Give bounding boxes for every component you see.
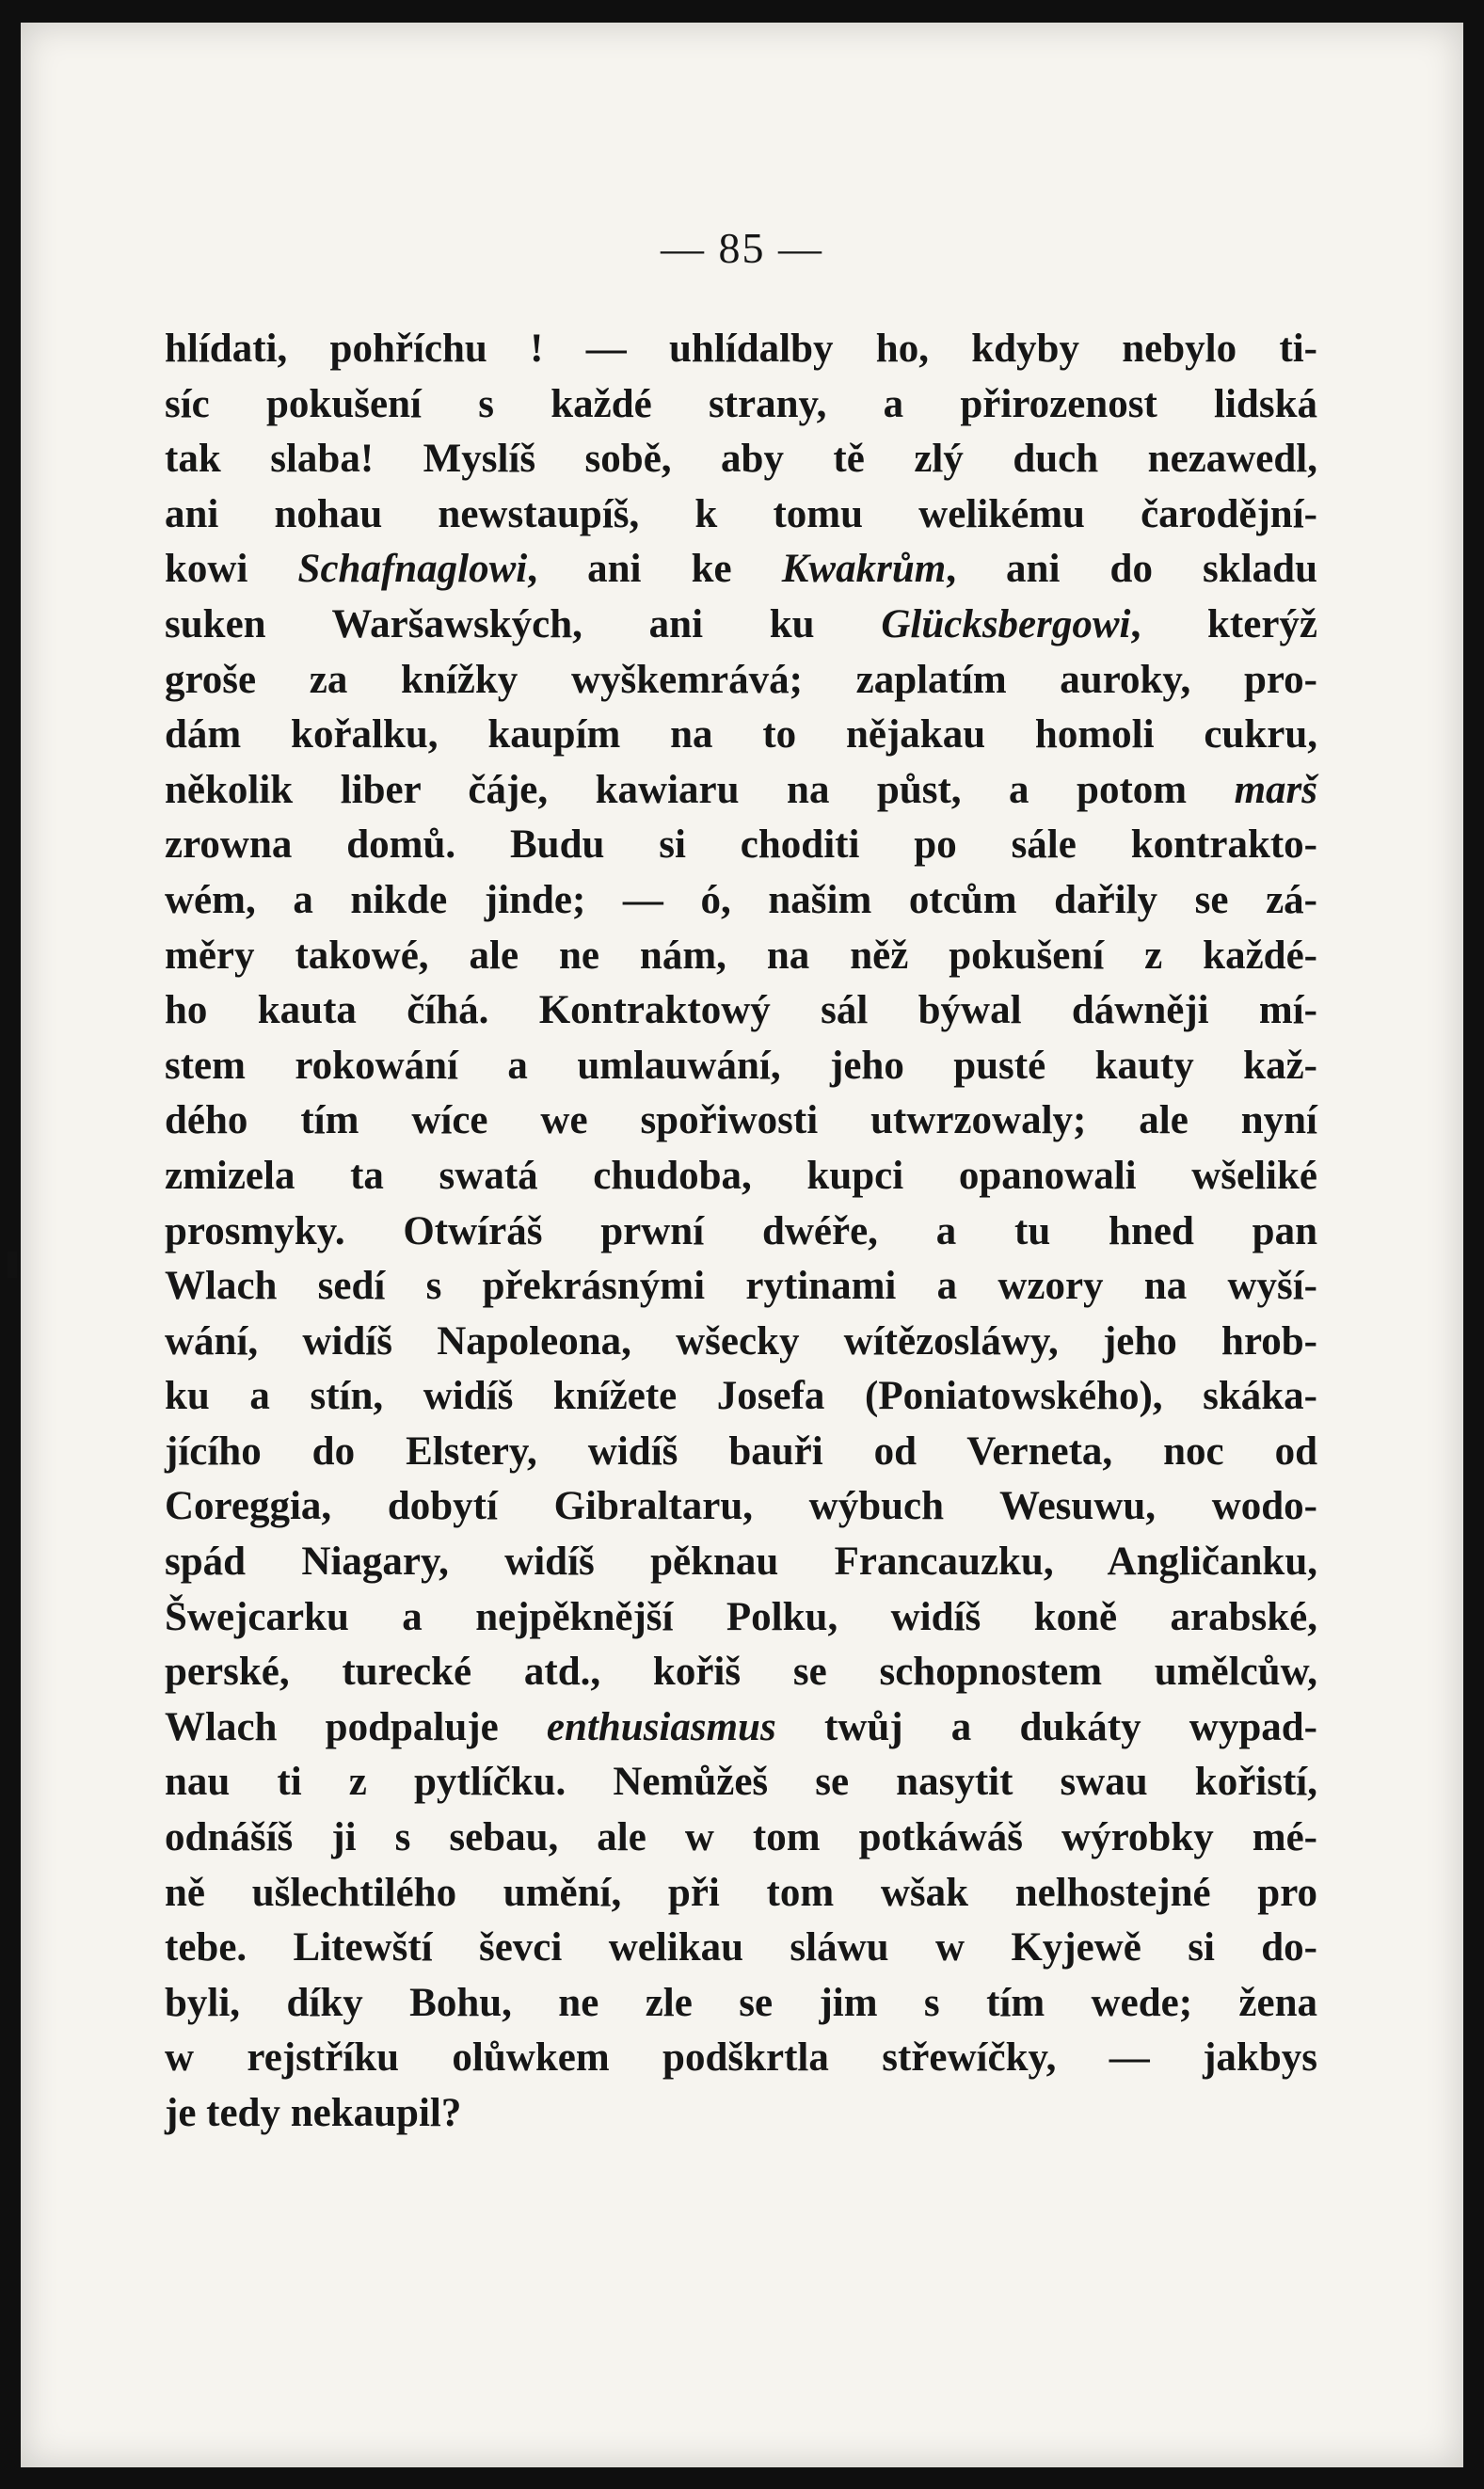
text-line: ku a stín, widíš knížete Josefa (Poniatowského), skáka- <box>165 1374 1317 1419</box>
text-line: je tedy nekaupil? <box>165 2091 462 2135</box>
text-line: tebe. Litewští ševci welikau sláwu w Kyjewě si do- <box>165 1925 1317 1970</box>
text-line: dám kořalku, kaupím na to nějakau homoli cukru, <box>165 712 1317 758</box>
body-text <box>165 322 1317 2142</box>
text-line: wání, widíš Napoleona, wšecky wítězosláwy, jeho hrob- <box>165 1318 1317 1364</box>
text-line: wém, a nikde jinde; — ó, našim otcům dařily se zá- <box>165 877 1317 922</box>
book-page <box>21 23 1463 2467</box>
text-line: w rejstříku olůwkem podškrtla střewíčky, — jakbys <box>165 2035 1317 2081</box>
text-line: hlídati, pohříchu ! — uhlídalby ho, kdyby nebylo ti- <box>165 327 1317 371</box>
text-line: odnášíš ji s sebau, ale w tom potkáwáš wýrobky mé- <box>165 1815 1317 1860</box>
text-line: dého tím wíce we spořiwosti utwrzowaly; ale nyní <box>165 1098 1317 1143</box>
text-line: perské, turecké atd., kořiš se schopnostem umělcůw, <box>165 1650 1317 1695</box>
page-number: — 85 — <box>661 224 823 272</box>
text-line: Wlach sedí s překrásnými rytinami a wzory na wyší- <box>165 1264 1317 1309</box>
text-line: ho kauta číhá. Kontraktowý sál býwal dáwněji mí- <box>165 988 1317 1033</box>
text-line: byli, díky Bohu, ne zle se jim s tím wede; žena <box>165 1980 1317 2025</box>
text-line: měry takowé, ale ne nám, na něž pokušení z každé- <box>165 933 1317 978</box>
text-line: ně ušlechtilého umění, při tom wšak nelhostejné pro <box>165 1870 1317 1915</box>
text-line: Šwejcarku a nejpěknější Polku, widíš koně arabské, <box>165 1594 1317 1639</box>
text-line: zrowna domů. Budu si choditi po sále kontrakto- <box>165 822 1317 868</box>
text-line: prosmyky. Otwíráš prwní dwéře, a tu hned pan <box>165 1208 1317 1253</box>
text-line: tak slaba! Myslíš sobě, aby tě zlý duch nezawedl, <box>165 437 1317 482</box>
text-line: stem rokowání a umlauwání, jeho pusté kauty kaž- <box>165 1043 1317 1088</box>
text-line: Coreggia, dobytí Gibraltaru, wýbuch Wesuwu, wodo- <box>165 1484 1317 1529</box>
text-line: spád Niagary, widíš pěknau Francauzku, Angličanku, <box>165 1540 1317 1585</box>
text-line: suken Waršawských, ani ku Glücksbergowi, kterýž <box>165 601 1317 646</box>
text-line: síc pokušení s každé strany, a přirozenost lidská <box>165 381 1317 426</box>
text-line: kowi Schafnaglowi, ani ke Kwakrům, ani do skladu <box>165 547 1317 592</box>
text-line: ani nohau newstaupíš, k tomu welikému čarodějní- <box>165 491 1317 536</box>
margin-mark <box>8 1252 17 1278</box>
text-line: jícího do Elstery, widíš bauři od Verneta, noc od <box>165 1428 1317 1474</box>
text-line: zmizela ta swatá chudoba, kupci opanowali wšeliké <box>165 1153 1317 1198</box>
text-line: několik liber čáje, kawiaru na půst, a potom marš <box>165 767 1317 812</box>
text-line: Wlach podpaluje enthusiasmus twůj a dukáty wypad- <box>165 1704 1317 1749</box>
text-line: nau ti z pytlíčku. Nemůžeš se nasytit swau kořistí, <box>165 1760 1317 1805</box>
text-line: groše za knížky wyškemrává; zaplatím auroky, pro- <box>165 657 1317 702</box>
